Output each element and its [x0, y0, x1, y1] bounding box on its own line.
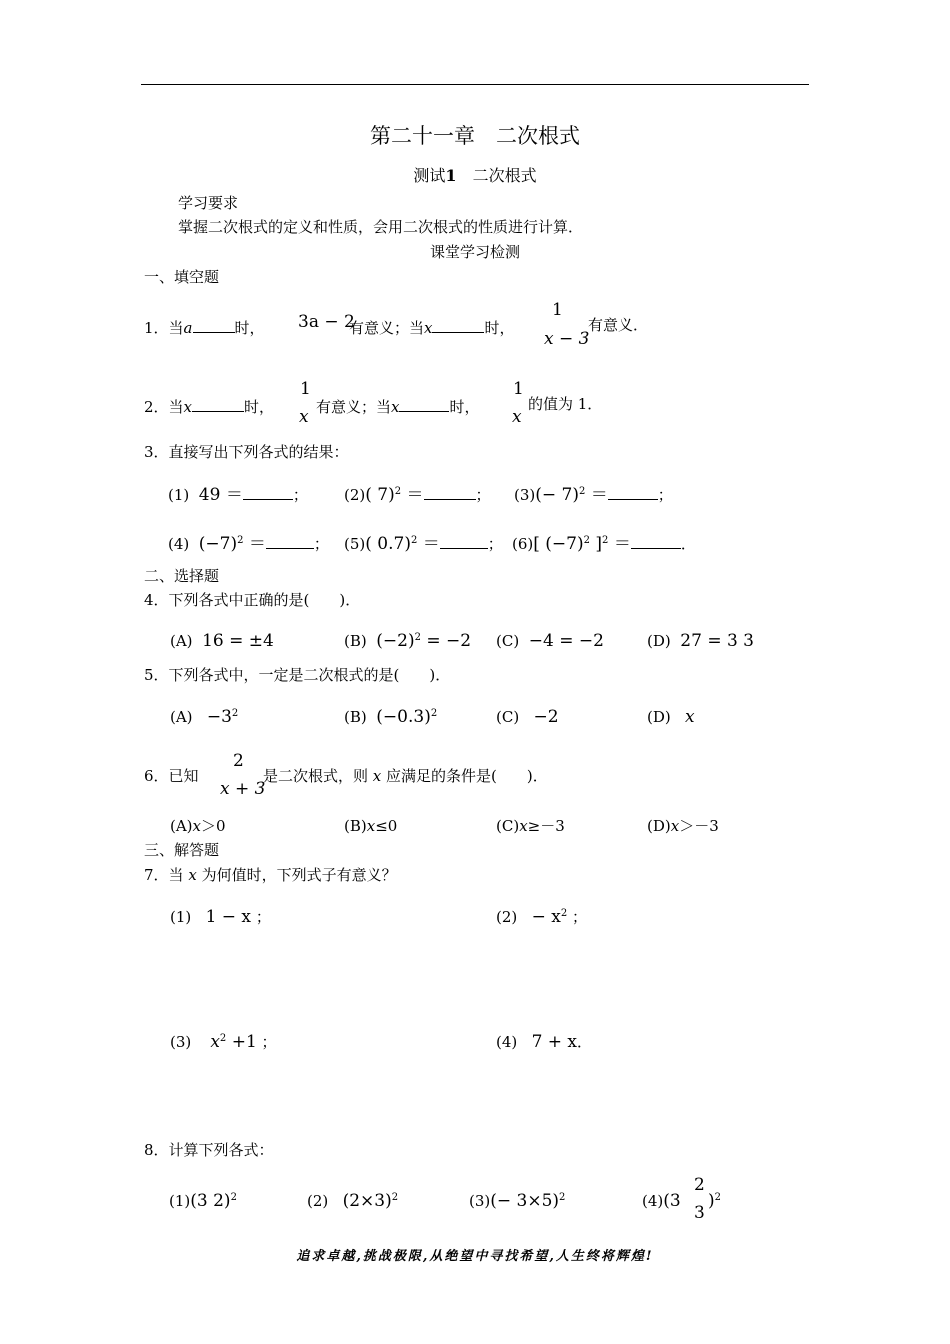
- q8-text: 8．计算下列各式：: [144, 1141, 274, 1159]
- q7-item-3: (3) $x^2 +1$ ；: [170, 1032, 277, 1052]
- q4-option-b[interactable]: (B) $(-2)^2 = -2$: [344, 631, 472, 651]
- q3-blank-3[interactable]: [608, 485, 658, 500]
- sub-heading: 课堂学习检测: [429, 243, 520, 261]
- q1-text: 1．当a 时，: [144, 319, 265, 337]
- q1-frac-num: 1: [552, 300, 563, 320]
- q1-blank-a[interactable]: [193, 318, 235, 333]
- q4-option-d[interactable]: (D) 27 = 3 3: [647, 631, 755, 651]
- q4-option-a[interactable]: (A) 16 = ±4: [170, 631, 274, 651]
- requirements-heading: 学习要求: [178, 194, 239, 212]
- requirements-text: 掌握二次根式的定义和性质，会用二次根式的性质进行计算．: [178, 218, 584, 236]
- q2-blank-1[interactable]: [192, 397, 244, 412]
- q6-option-a[interactable]: (A)x＞0: [170, 817, 226, 835]
- q5-option-d[interactable]: (D) x: [647, 707, 695, 727]
- header-rule: [141, 84, 809, 85]
- q2-frac2-den: x: [512, 407, 522, 427]
- q4-text: 4．下列各式中正确的是( )．: [144, 591, 361, 609]
- q7-item-1: (1) 1 − x ；: [170, 907, 271, 927]
- q6-num: 6．已知: [144, 767, 199, 785]
- q8-item-4-close: )$^2$: [708, 1191, 722, 1211]
- q1-blank-x[interactable]: [432, 318, 484, 333]
- q5-option-c[interactable]: (C) −2: [496, 707, 559, 727]
- q6-frac-den: x + 3: [220, 779, 266, 799]
- q3-item-4: (4) $(-7)^2$ ＝ ；: [168, 534, 329, 554]
- q3-text: 3．直接写出下列各式的结果：: [144, 443, 349, 461]
- q8-item-1: (1)(3 2)$^2$: [169, 1191, 237, 1211]
- q7-item-4: (4) 7 + x．: [496, 1032, 593, 1052]
- q5-option-a[interactable]: (A) $-3^2$: [170, 707, 239, 727]
- q1-frac-den: x − 3: [544, 329, 590, 349]
- q2-blank-2[interactable]: [399, 397, 449, 412]
- q3-blank-1[interactable]: [243, 485, 293, 500]
- q4-option-c[interactable]: (C) −4 = −2: [496, 631, 604, 651]
- q2-text2: 有意义；当x 时，: [316, 398, 480, 416]
- chapter-title: 第二十一章 二次根式: [370, 124, 580, 148]
- q3-blank-5[interactable]: [440, 534, 488, 549]
- q8-frac-num: 2: [694, 1175, 705, 1195]
- q6-option-d[interactable]: (D)x＞－3: [647, 817, 719, 835]
- q2-frac2-num: 1: [513, 379, 524, 399]
- q3-item-3: $(3)(- 7)^2$ ＝ ；: [514, 485, 673, 505]
- q1-text2: 有意义；当x 时，: [349, 319, 515, 337]
- test-title: 测试1 二次根式: [413, 166, 537, 185]
- q3-item-1: (1) 49 ＝ ；: [168, 485, 308, 505]
- q6-text: 是二次根式，则 x 应满足的条件是( )．: [263, 767, 548, 785]
- q5-text: 5．下列各式中，一定是二次根式的是( )．: [144, 666, 451, 684]
- q1-expr1: 3a − 2: [298, 312, 355, 332]
- q3-item-6: (6)[ $(-7)^2$ ]$^2$ ＝ ．: [512, 534, 696, 554]
- q6-option-b[interactable]: (B)x≤0: [344, 817, 398, 835]
- section1-title: 一、填空题: [144, 268, 220, 286]
- q7-item-2: (2) − $x^2$ ；: [496, 907, 587, 927]
- q3-item-5: (5)( 0.7)$^2$ ＝ ；: [344, 534, 503, 554]
- q3-item-2: (2)( 7)$^2$ ＝ ；: [344, 485, 491, 505]
- section2-title: 二、选择题: [144, 567, 220, 585]
- q6-option-c[interactable]: (C)x≥－3: [496, 817, 565, 835]
- q1-text4: 有意义．: [588, 316, 649, 334]
- section3-title: 三、解答题: [144, 841, 220, 859]
- q7-text: 7．当 x 为何值时，下列式子有意义？: [144, 866, 397, 884]
- q3-blank-6[interactable]: [631, 534, 681, 549]
- q2-frac1-den: x: [299, 407, 309, 427]
- q3-blank-4[interactable]: [266, 534, 314, 549]
- q2-text4: 的值为 1．: [528, 395, 603, 413]
- q6-frac-num: 2: [233, 751, 244, 771]
- q8-item-2: (2) $(2\times 3)^2$: [307, 1191, 399, 1211]
- q8-item-4: (4)(3: [642, 1191, 681, 1211]
- q8-item-3: $(3)(- 3\times 5)^2$: [469, 1191, 566, 1211]
- q2-frac1-num: 1: [300, 379, 311, 399]
- q5-option-b[interactable]: (B) $(-0.3)^2$: [344, 707, 438, 727]
- q8-frac-den: 3: [694, 1203, 705, 1223]
- q3-blank-2[interactable]: [424, 485, 476, 500]
- q2-text: 2．当x 时，: [144, 398, 275, 416]
- footer-motto: 追求卓越,挑战极限,从绝望中寻找希望,人生终将辉煌!: [296, 1249, 654, 1264]
